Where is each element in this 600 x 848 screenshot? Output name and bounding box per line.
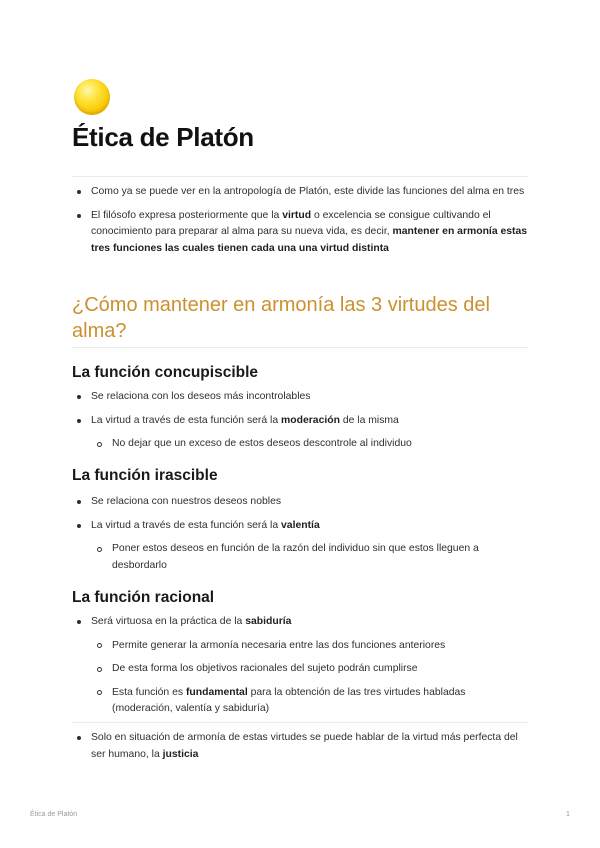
list-item-text: de la misma: [339, 414, 399, 426]
bold-term-virtud: virtud: [282, 209, 312, 221]
bold-term-sabiduria: sabiduría: [245, 616, 292, 627]
section-divider: [72, 347, 528, 348]
list-item: [72, 389, 528, 406]
racional-sublist: [72, 638, 528, 718]
concupiscible-sublist: [72, 436, 528, 453]
bullet-icon: [77, 395, 81, 399]
list-item-text: La virtud a través de esta función será la: [91, 519, 282, 531]
list-item: [72, 208, 528, 258]
heading-irascible: La función irascible: [72, 467, 218, 484]
list-item-text: Poner estos deseos en función de la razón del individuo sin que estos lleguen a desbordarlo: [112, 543, 479, 571]
hollow-bullet-icon: [97, 690, 102, 695]
concupiscible-list: [72, 389, 528, 453]
sub-list-item: [72, 638, 528, 655]
bullet-icon: [77, 500, 81, 504]
bullet-icon: [77, 190, 81, 194]
bullet-icon: [77, 620, 81, 624]
bold-term-fundamental: fundamental: [185, 686, 248, 698]
list-item: [72, 184, 528, 201]
bullet-icon: [77, 214, 81, 218]
list-item-text: Esta función es: [112, 686, 186, 698]
hollow-bullet-icon: [97, 667, 102, 672]
heading-concupiscible: La función concupiscible: [72, 364, 259, 381]
list-item-text: Será virtuosa en la práctica de la: [91, 616, 246, 627]
sub-list-item: [72, 685, 528, 718]
list-item-text: Se relaciona con los deseos más incontrolables: [91, 391, 311, 402]
list-item: [72, 614, 528, 718]
conclusion-divider: [72, 722, 528, 723]
sub-list-item: [72, 436, 528, 453]
intro-list: [72, 184, 528, 257]
list-item: [72, 494, 528, 511]
section-heading: ¿Cómo mantener en armonía las 3 virtudes del alma?: [72, 294, 490, 342]
bold-statement: mantener en armonía estas tres funciones las cuales tienen cada una una virtud distinta: [91, 226, 528, 254]
list-item-text: Como ya se puede ver en la antropología de Platón, este divide las funciones del alma en tres: [91, 186, 525, 197]
title-divider: [72, 176, 528, 177]
list-item-text: Se relaciona con nuestros deseos nobles: [91, 496, 282, 507]
sub-list-item: [72, 541, 528, 574]
bold-term-moderacion: moderación: [281, 414, 340, 426]
bold-term-justicia: justicia: [162, 748, 199, 760]
racional-list: [72, 614, 528, 718]
list-item-text: Permite generar la armonía necesaria entre las dos funciones anteriores: [112, 639, 446, 651]
list-item: [72, 518, 528, 575]
heading-racional: La función racional: [72, 589, 215, 606]
list-item-text: La virtud a través de esta función será la: [91, 414, 282, 426]
list-item-text: Solo en situación de armonía de estas virtudes se puede hablar de la virtud más perfecta del ser humano, la: [91, 732, 518, 760]
bullet-icon: [77, 736, 81, 740]
list-item: [72, 413, 528, 453]
bold-term-valentia: valentía: [281, 519, 320, 531]
list-item-text: o excelencia se consigue cultivando el conocimiento para preparar al alma para su nueva vida, es decir,: [91, 209, 491, 237]
yellow-circle-icon: [74, 79, 110, 115]
page-title: Ética de Platón: [72, 122, 254, 152]
irascible-list: [72, 494, 528, 574]
list-item-text: El filósofo expresa posteriormente que la: [91, 209, 283, 221]
conclusion-list: [72, 730, 528, 763]
list-item-text: De esta forma los objetivos racionales del sujeto podrán cumplirse: [112, 663, 418, 674]
sub-list-item: [72, 661, 528, 678]
footer-title: Ética de Platón: [30, 811, 78, 818]
hollow-bullet-icon: [97, 547, 102, 552]
bullet-icon: [77, 419, 81, 423]
list-item-text: para la obtención de las tres virtudes habladas (moderación, valentía y sabiduría): [112, 686, 466, 714]
list-item: [72, 730, 528, 763]
list-item-text: No dejar que un exceso de estos deseos descontrole al individuo: [112, 438, 412, 449]
hollow-bullet-icon: [97, 442, 102, 447]
hollow-bullet-icon: [97, 643, 102, 648]
bullet-icon: [77, 524, 81, 528]
irascible-sublist: [72, 541, 528, 574]
footer-page-number: 1: [566, 811, 570, 818]
